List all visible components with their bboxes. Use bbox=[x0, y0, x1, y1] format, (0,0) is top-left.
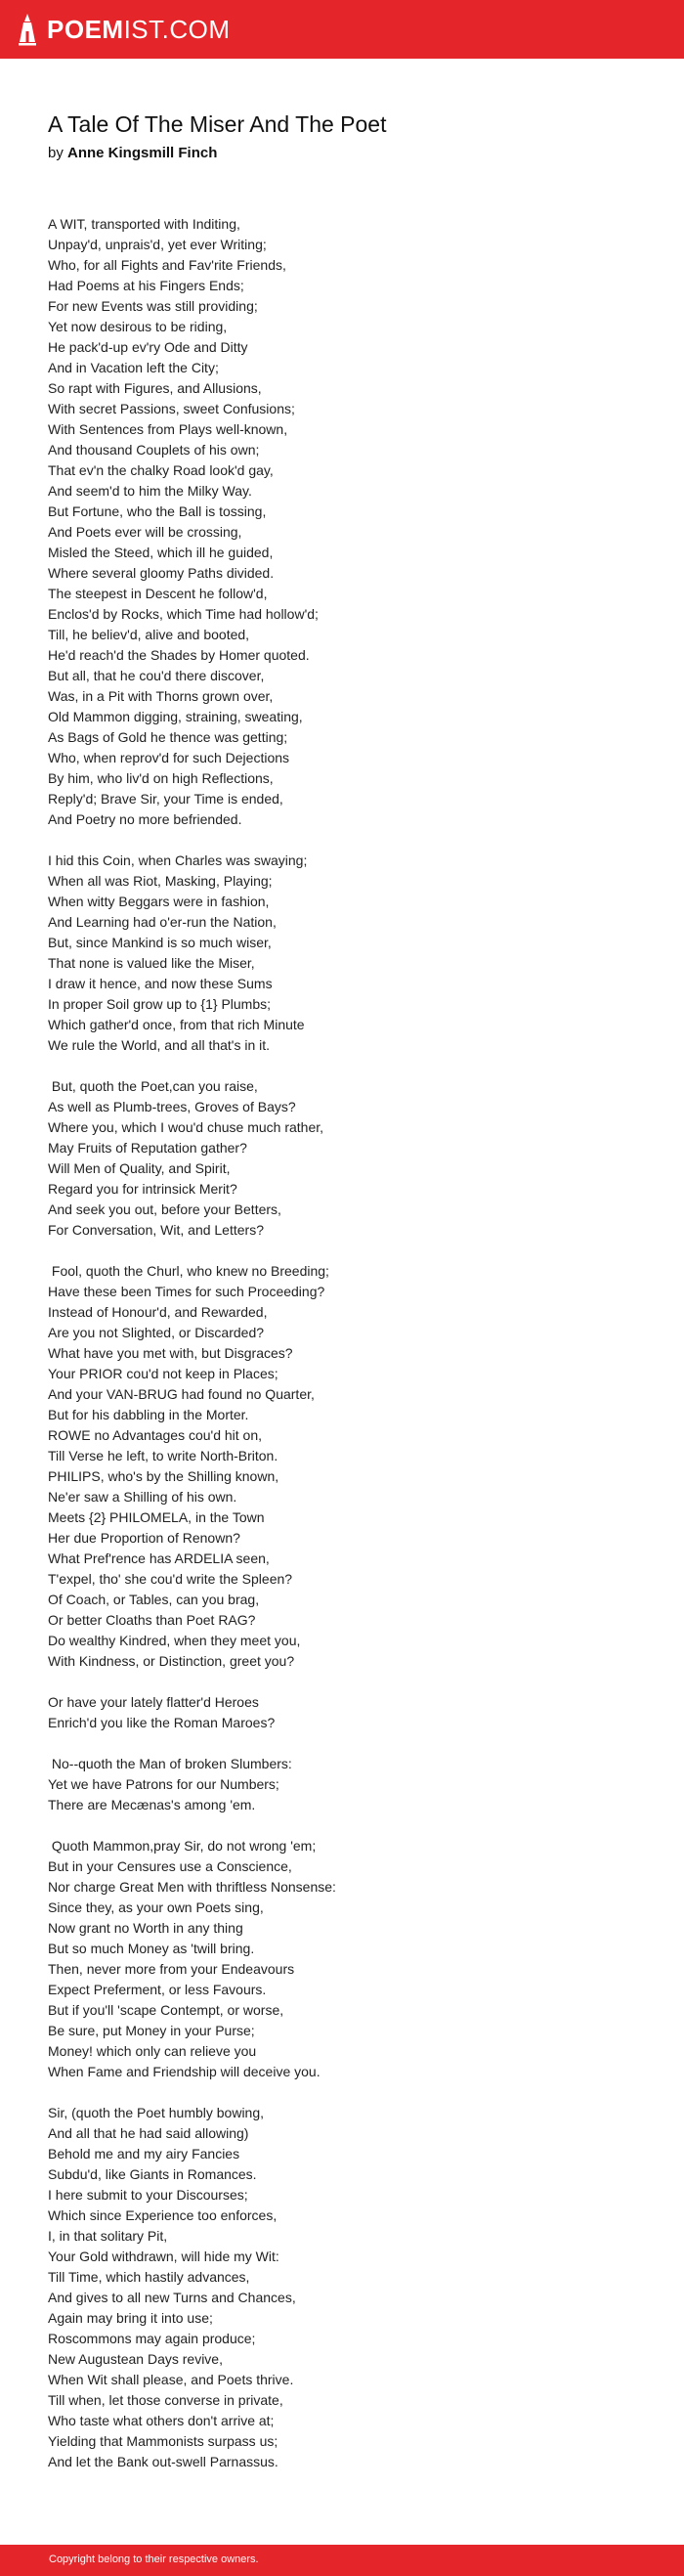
poem-line: Money! which only can relieve you bbox=[48, 2043, 257, 2059]
poem-line: Be sure, put Money in your Purse; bbox=[48, 2023, 255, 2038]
poem-line: Till Verse he left, to write North-Briton. bbox=[48, 1448, 278, 1463]
poem-line: Which gather'd once, from that rich Minute bbox=[48, 1017, 305, 1032]
poem-line: He'd reach'd the Shades by Homer quoted. bbox=[48, 647, 310, 663]
poem-line: May Fruits of Reputation gather? bbox=[48, 1140, 247, 1156]
poem-line: Subdu'd, like Giants in Romances. bbox=[48, 2166, 257, 2182]
byline bbox=[48, 145, 217, 161]
poem-line: But if you'll 'scape Contempt, or worse, bbox=[48, 2002, 284, 2018]
poem-line: PHILIPS, who's by the Shilling known, bbox=[48, 1468, 279, 1484]
poem-line: In proper Soil grow up to {1} Plumbs; bbox=[48, 996, 272, 1012]
poem-line: Then, never more from your Endeavours bbox=[48, 1961, 295, 1977]
poem-line: A WIT, transported with Inditing, bbox=[48, 216, 240, 232]
poem-line: Fool, quoth the Churl, who knew no Breeding; bbox=[48, 1263, 329, 1279]
poem-line: Behold me and my airy Fancies bbox=[48, 2146, 240, 2161]
poem-line: Or better Cloaths than Poet RAG? bbox=[48, 1612, 256, 1628]
logo-wordmark bbox=[47, 13, 231, 46]
poem-line: Was, in a Pit with Thorns grown over, bbox=[48, 688, 274, 704]
poem-line: Nor charge Great Men with thriftless Nonsense: bbox=[48, 1879, 336, 1895]
pen-nib-icon bbox=[18, 13, 37, 46]
poem-line: Of Coach, or Tables, can you brag, bbox=[48, 1592, 260, 1607]
poem-line: And seek you out, before your Betters, bbox=[48, 1201, 281, 1217]
poem-line: And let the Bank out-swell Parnassus. bbox=[48, 2454, 278, 2469]
poem-line: Where several gloomy Paths divided. bbox=[48, 565, 275, 581]
poem-line: And Learning had o'er-run the Nation, bbox=[48, 914, 277, 930]
poem-line: For Conversation, Wit, and Letters? bbox=[48, 1222, 264, 1238]
poem-body bbox=[48, 214, 634, 2493]
poem-line: Expect Preferment, or less Favours. bbox=[48, 1982, 267, 1997]
poem-line: When Fame and Friendship will deceive you. bbox=[48, 2064, 321, 2079]
poem-line: Till, he believ'd, alive and booted, bbox=[48, 627, 250, 642]
stanza bbox=[48, 851, 634, 1056]
site-footer bbox=[0, 2545, 684, 2576]
poem-line: And in Vacation left the City; bbox=[48, 360, 219, 375]
poem-line: Yet now desirous to be riding, bbox=[48, 319, 228, 334]
poem-line: Enclos'd by Rocks, which Time had hollow'd; bbox=[48, 606, 319, 622]
poem-line: Misled the Steed, which ill he guided, bbox=[48, 545, 274, 560]
poem-line: So rapt with Figures, and Allusions, bbox=[48, 380, 262, 396]
poem-line: And your VAN-BRUG had found no Quarter, bbox=[48, 1386, 315, 1402]
poem-line: For new Events was still providing; bbox=[48, 298, 258, 314]
poem-line: But so much Money as 'twill bring. bbox=[48, 1941, 255, 1956]
poem-line: Now grant no Worth in any thing bbox=[48, 1920, 243, 1936]
poem-line: Who taste what others don't arrive at; bbox=[48, 2413, 275, 2428]
poem-line: With Sentences from Plays well-known, bbox=[48, 421, 288, 437]
poem-line: That none is valued like the Miser, bbox=[48, 955, 255, 971]
poem-line: And seem'd to him the Milky Way. bbox=[48, 483, 252, 499]
poem-line: What have you met with, but Disgraces? bbox=[48, 1345, 293, 1361]
stanza bbox=[48, 1261, 634, 1672]
poem-line: But Fortune, who the Ball is tossing, bbox=[48, 503, 267, 519]
logo-wordmark-bold: POEM bbox=[47, 15, 124, 44]
poem-line: With secret Passions, sweet Confusions; bbox=[48, 401, 295, 416]
poem-line: Unpay'd, unprais'd, yet ever Writing; bbox=[48, 237, 267, 252]
poem-line: And all that he had said allowing) bbox=[48, 2125, 249, 2141]
poem-line: That ev'n the chalky Road look'd gay, bbox=[48, 462, 274, 478]
poem-line: There are Mecænas's among 'em. bbox=[48, 1797, 256, 1812]
poem-line: But in your Censures use a Conscience, bbox=[48, 1858, 292, 1874]
poem-line: I draw it hence, and now these Sums bbox=[48, 976, 273, 991]
stanza bbox=[48, 2103, 634, 2472]
stanza bbox=[48, 1836, 634, 2082]
poem-line: Enrich'd you like the Roman Maroes? bbox=[48, 1715, 276, 1730]
poem-line: I here submit to your Discourses; bbox=[48, 2187, 248, 2203]
poem-line: Where you, which I wou'd chuse much rather, bbox=[48, 1119, 324, 1135]
poem-line: Yet we have Patrons for our Numbers; bbox=[48, 1776, 279, 1792]
poem-line: But for his dabbling in the Morter. bbox=[48, 1407, 249, 1422]
poem-line: Have these been Times for such Proceeding? bbox=[48, 1284, 325, 1299]
poem-line: He pack'd-up ev'ry Ode and Ditty bbox=[48, 339, 248, 355]
poem-line: Are you not Slighted, or Discarded? bbox=[48, 1325, 265, 1340]
poem-line: Your PRIOR cou'd not keep in Places; bbox=[48, 1366, 278, 1381]
poem-line: ROWE no Advantages cou'd hit on, bbox=[48, 1427, 263, 1443]
stanza bbox=[48, 1076, 634, 1241]
poem-line: Instead of Honour'd, and Rewarded, bbox=[48, 1304, 268, 1320]
byline-prefix: by bbox=[48, 145, 64, 161]
stanza bbox=[48, 1692, 634, 1733]
poem-line: Roscommons may again produce; bbox=[48, 2331, 256, 2346]
poem-line: As well as Plumb-trees, Groves of Bays? bbox=[48, 1099, 296, 1114]
poem-line: Who, for all Fights and Fav'rite Friends, bbox=[48, 257, 286, 273]
poem-line: But all, that he cou'd there discover, bbox=[48, 668, 265, 683]
poem-line: Ne'er saw a Shilling of his own. bbox=[48, 1489, 237, 1505]
stanza bbox=[48, 214, 634, 830]
poem-line: Your Gold withdrawn, will hide my Wit: bbox=[48, 2249, 279, 2264]
poem-line: I, in that solitary Pit, bbox=[48, 2228, 168, 2244]
poemist-logo[interactable] bbox=[18, 13, 231, 46]
poem-line: But, quoth the Poet,can you raise, bbox=[48, 1078, 258, 1094]
poem-line: Her due Proportion of Renown? bbox=[48, 1530, 240, 1546]
poem-line: I hid this Coin, when Charles was swaying; bbox=[48, 852, 308, 868]
poem-line: With Kindness, or Distinction, greet you? bbox=[48, 1653, 295, 1669]
poem-line: Which since Experience too enforces, bbox=[48, 2207, 278, 2223]
poem-line: Meets {2} PHILOMELA, in the Town bbox=[48, 1509, 265, 1525]
poem-line: But, since Mankind is so much wiser, bbox=[48, 935, 272, 950]
poem-line: As Bags of Gold he thence was getting; bbox=[48, 729, 288, 745]
poem-line: Sir, (quoth the Poet humbly bowing, bbox=[48, 2105, 265, 2120]
poem-line: Till Time, which hastily advances, bbox=[48, 2269, 250, 2285]
poem-line: Do wealthy Kindred, when they meet you, bbox=[48, 1633, 301, 1648]
poem-line: Reply'd; Brave Sir, your Time is ended, bbox=[48, 791, 283, 807]
poem-line: Who, when reprov'd for such Dejections bbox=[48, 750, 290, 765]
poem-line: New Augustean Days revive, bbox=[48, 2351, 223, 2367]
poem-line: And Poetry no more befriended. bbox=[48, 811, 242, 827]
poem-line: Yielding that Mammonists surpass us; bbox=[48, 2433, 278, 2449]
poem-line: And gives to all new Turns and Chances, bbox=[48, 2290, 296, 2305]
poem-line: The steepest in Descent he follow'd, bbox=[48, 586, 268, 601]
poem-line: When witty Beggars were in fashion, bbox=[48, 894, 270, 909]
copyright-notice: Copyright belong to their respective owners. bbox=[49, 2554, 259, 2565]
site-header bbox=[0, 0, 684, 59]
poem-line: What Pref'rence has ARDELIA seen, bbox=[48, 1550, 270, 1566]
poem-line: By him, who liv'd on high Reflections, bbox=[48, 770, 274, 786]
poem-line: Regard you for intrinsick Merit? bbox=[48, 1181, 237, 1197]
poem-line: Or have your lately flatter'd Heroes bbox=[48, 1694, 259, 1710]
poem-line: Again may bring it into use; bbox=[48, 2310, 213, 2326]
poem-line: T'expel, tho' she cou'd write the Spleen? bbox=[48, 1571, 293, 1587]
poem-line: Till when, let those converse in private, bbox=[48, 2392, 283, 2408]
poem-line: And thousand Couplets of his own; bbox=[48, 442, 260, 458]
poem-line: Quoth Mammon,pray Sir, do not wrong 'em; bbox=[48, 1838, 317, 1854]
poem-line: When Wit shall please, and Poets thrive. bbox=[48, 2372, 294, 2387]
poem-title: A Tale Of The Miser And The Poet bbox=[48, 111, 387, 137]
poem-line: Old Mammon digging, straining, sweating, bbox=[48, 709, 303, 724]
poem-line: Had Poems at his Fingers Ends; bbox=[48, 278, 244, 293]
logo-wordmark-light: IST.COM bbox=[123, 15, 231, 44]
poem-line: Since they, as your own Poets sing, bbox=[48, 1899, 264, 1915]
poem-line: Will Men of Quality, and Spirit, bbox=[48, 1160, 231, 1176]
poem-line: And Poets ever will be crossing, bbox=[48, 524, 242, 540]
author-name[interactable]: Anne Kingsmill Finch bbox=[67, 145, 218, 161]
stanza bbox=[48, 1754, 634, 1815]
poem-line: No--quoth the Man of broken Slumbers: bbox=[48, 1756, 292, 1771]
poem-line: We rule the World, and all that's in it. bbox=[48, 1037, 271, 1053]
poem-line: When all was Riot, Masking, Playing; bbox=[48, 873, 273, 889]
